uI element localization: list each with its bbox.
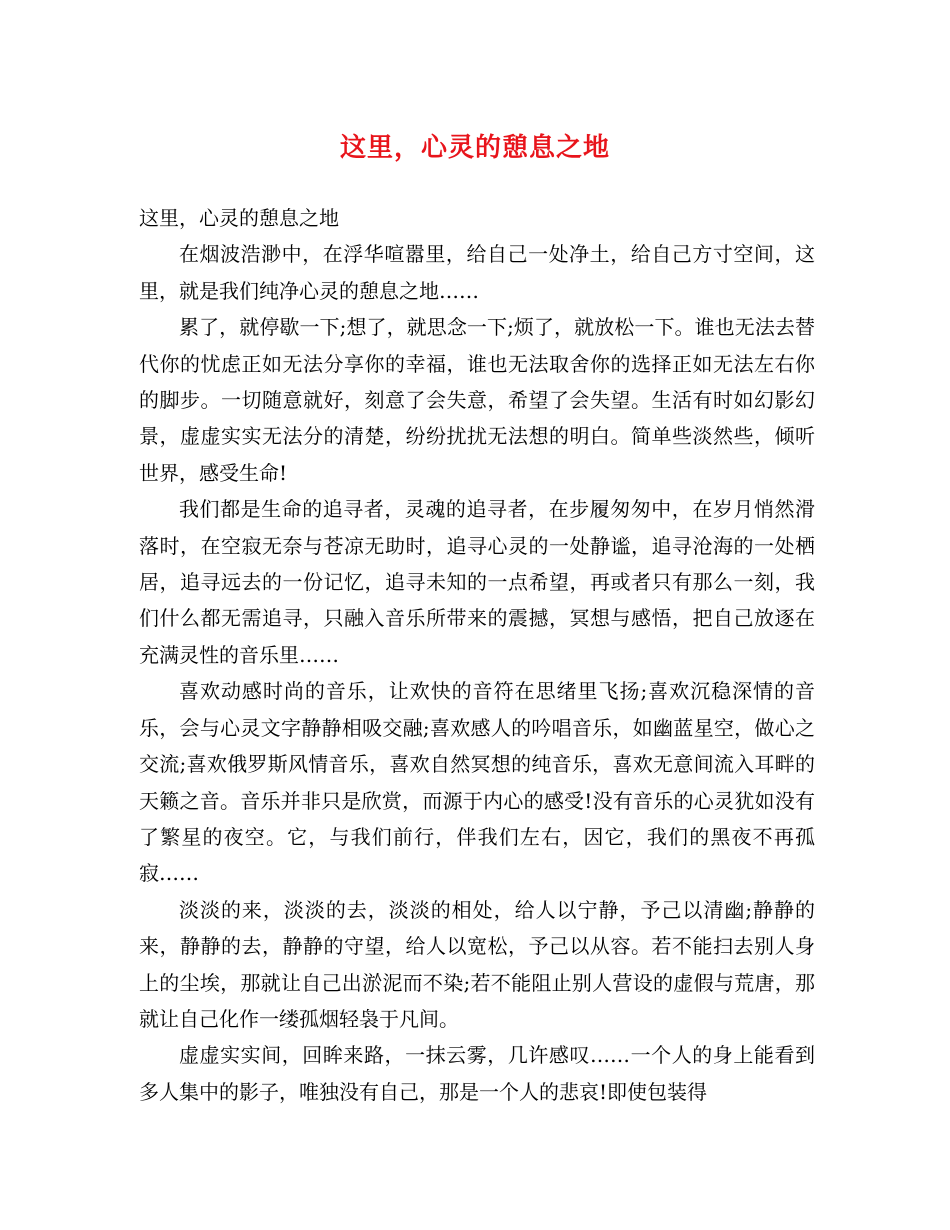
page-title: 这里，心灵的憩息之地 (339, 133, 610, 163)
paragraph: 淡淡的来，淡淡的去，淡淡的相处，给人以宁静，予己以清幽;静静的来，静静的去，静静的守望，给人以宽松，予己以从容。若不能扫去别人身上的尘埃，那就让自己出淤泥而不染;若不能阻止别人营设的虚假与荒唐，那就让自己化作一缕孤烟轻袅于凡间。 (139, 897, 815, 1031)
paragraph: 我们都是生命的追寻者，灵魂的追寻者，在步履匆匆中，在岁月悄然滑落时，在空寂无奈与苍凉无助时，追寻心灵的一处静谧，追寻沧海的一处栖居，追寻远去的一份记忆，追寻未知的一点希望，再或者只有那么一刻，我们什么都无需追寻，只融入音乐所带来的震撼，冥想与感悟，把自己放逐在充满灵性的音乐里…… (139, 497, 815, 667)
document-body (139, 200, 815, 1110)
paragraph: 累了，就停歇一下;想了，就思念一下;烦了，就放松一下。谁也无法去替代你的忧虑正如无法分享你的幸福，谁也无法取舍你的选择正如无法左右你的脚步。一切随意就好，刻意了会失意，希望了会失望。生活有时如幻影幻景，虚虚实实无法分的清楚，纷纷扰扰无法想的明白。简单些淡然些，倾听世界，感受生命! (139, 315, 815, 485)
paragraph: 虚虚实实间，回眸来路，一抹云雾，几许感叹……一个人的身上能看到多人集中的影子，唯独没有自己，那是一个人的悲哀!即使包装得 (139, 1043, 815, 1104)
document-subtitle: 这里，心灵的憩息之地 (139, 206, 339, 230)
paragraph: 喜欢动感时尚的音乐，让欢快的音符在思绪里飞扬;喜欢沉稳深情的音乐，会与心灵文字静静相吸交融;喜欢感人的吟唱音乐，如幽蓝星空，做心之交流;喜欢俄罗斯风情音乐，喜欢自然冥想的纯音乐，喜欢无意间流入耳畔的天籁之音。音乐并非只是欣赏，而源于内心的感受!没有音乐的心灵犹如没有了繁星的夜空。它，与我们前行，伴我们左右，因它，我们的黑夜不再孤寂…… (139, 679, 815, 886)
paragraph: 在烟波浩渺中，在浮华喧嚣里，给自己一处净土，给自己方寸空间，这里，就是我们纯净心灵的憩息之地…… (139, 242, 815, 303)
